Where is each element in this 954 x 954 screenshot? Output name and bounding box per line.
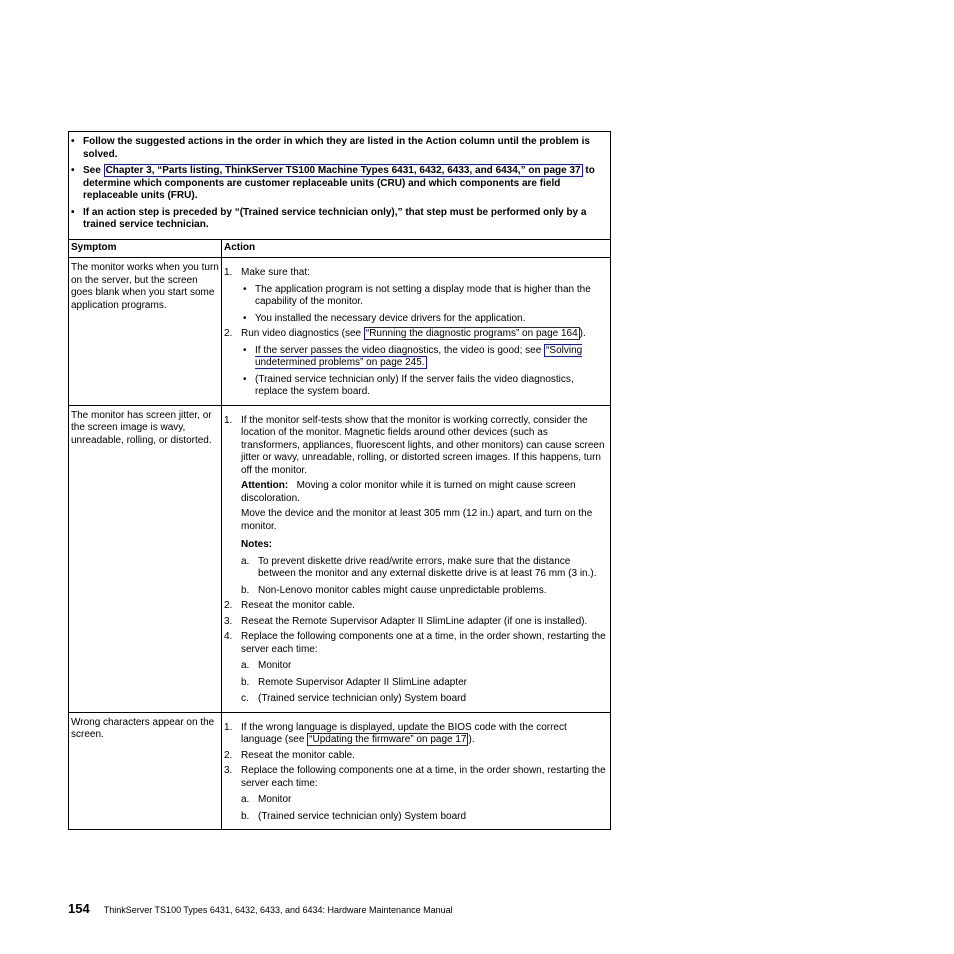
table-grid (69, 240, 610, 830)
parts-listing-link[interactable]: Chapter 3, “Parts listing, ThinkServer TS100 Machine Types 6431, 6432, 6433, and 6434,” on page 37 (105, 165, 581, 176)
updating-firmware-link[interactable]: “Updating the firmware” on page 17 (309, 734, 467, 745)
diagnostic-programs-link[interactable]: “Running the diagnostic programs” on page 164 (365, 328, 578, 339)
solving-problems-link[interactable]: “Solving undetermined problems” on page 245. (255, 344, 583, 368)
table-notes (69, 132, 610, 240)
action-header: Action (222, 240, 610, 259)
troubleshooting-table (68, 131, 611, 830)
action-cell: 1. Make sure that: • The application program is not setting a display mode that is higher than the capability of the monitor. • You installed the necessary device drivers for the application. 2. Run video diagnostics (see “Running the diagnostic programs” on page 164 ). • If the server passes the video diagnostics, the video is good; see “Solving undetermined problems” on page 245. • (Trained service technician only) If the server fails the video diagnostics, replace the system board. (222, 258, 610, 406)
note-item: • See Chapter 3, “Parts listing, ThinkServer TS100 Machine Types 6431, 6432, 6433, and 6434,” on page 37 to determine which components are customer replaceable units (CRU) and which components are field replaceable units (FRU). (71, 165, 595, 201)
note-item: • If an action step is preceded by “(Trained service technician only),” that step must be performed only by a trained service technician. (71, 206, 587, 230)
page-number: 154 (68, 901, 90, 916)
action-cell: 1. If the wrong language is displayed, update the BIOS code with the correct language (see “Updating the firmware” on page 17 ). 2. Reseat the monitor cable. 3. Replace the following components one at a time, in the order shown, restarting the server each time: a. Monitor b. (Trained service technician only) System board (224, 721, 606, 822)
symptom-cell: The monitor works when you turn on the server, but the screen goes blank when you start some application programs. (69, 258, 222, 406)
document-title: ThinkServer TS100 Types 6431, 6432, 6433, and 6434: Hardware Maintenance Manual (103, 905, 453, 915)
symptom-cell: Wrong characters appear on the screen. (69, 713, 222, 830)
action-cell: 1. If the monitor self-tests show that the monitor is working correctly, consider the location of the monitor. Magnetic fields around other devices (such as transformers, appliances, fluorescent lights, and other monitors) can cause screen jitter or wavy, unreadable, rolling, or distorted screen images. If this happens, turn off the monitor. Attention: Moving a color monitor while it is turned on might cause screen discoloration. Move the device and the monitor at least 305 mm (12 in.) apart, and turn on the monitor. Notes: a. To prevent diskette drive read/write errors, make sure that the distance between the monitor and any external diskette drive is at least 76 mm (3 in.). b. Non-Lenovo monitor cables might cause unpredictable problems. 2. Reseat the monitor cable. 3. Reseat the Remote Supervisor Adapter II SlimLine adapter (if one is installed). 4. Replace the following components one at a time, in the order shown, restarting the server each time: a. Monitor b. Remote Supervisor Adapter II SlimLine adapter c. (Trained service technician only) System board (222, 406, 610, 713)
symptom-header: Symptom (69, 240, 222, 259)
symptom-cell: The monitor has screen jitter, or the screen image is wavy, unreadable, rolling, or distorted. (69, 406, 222, 713)
page-footer (68, 901, 453, 916)
note-item: • Follow the suggested actions in the order in which they are listed in the Action column until the problem is solved. (71, 136, 590, 160)
